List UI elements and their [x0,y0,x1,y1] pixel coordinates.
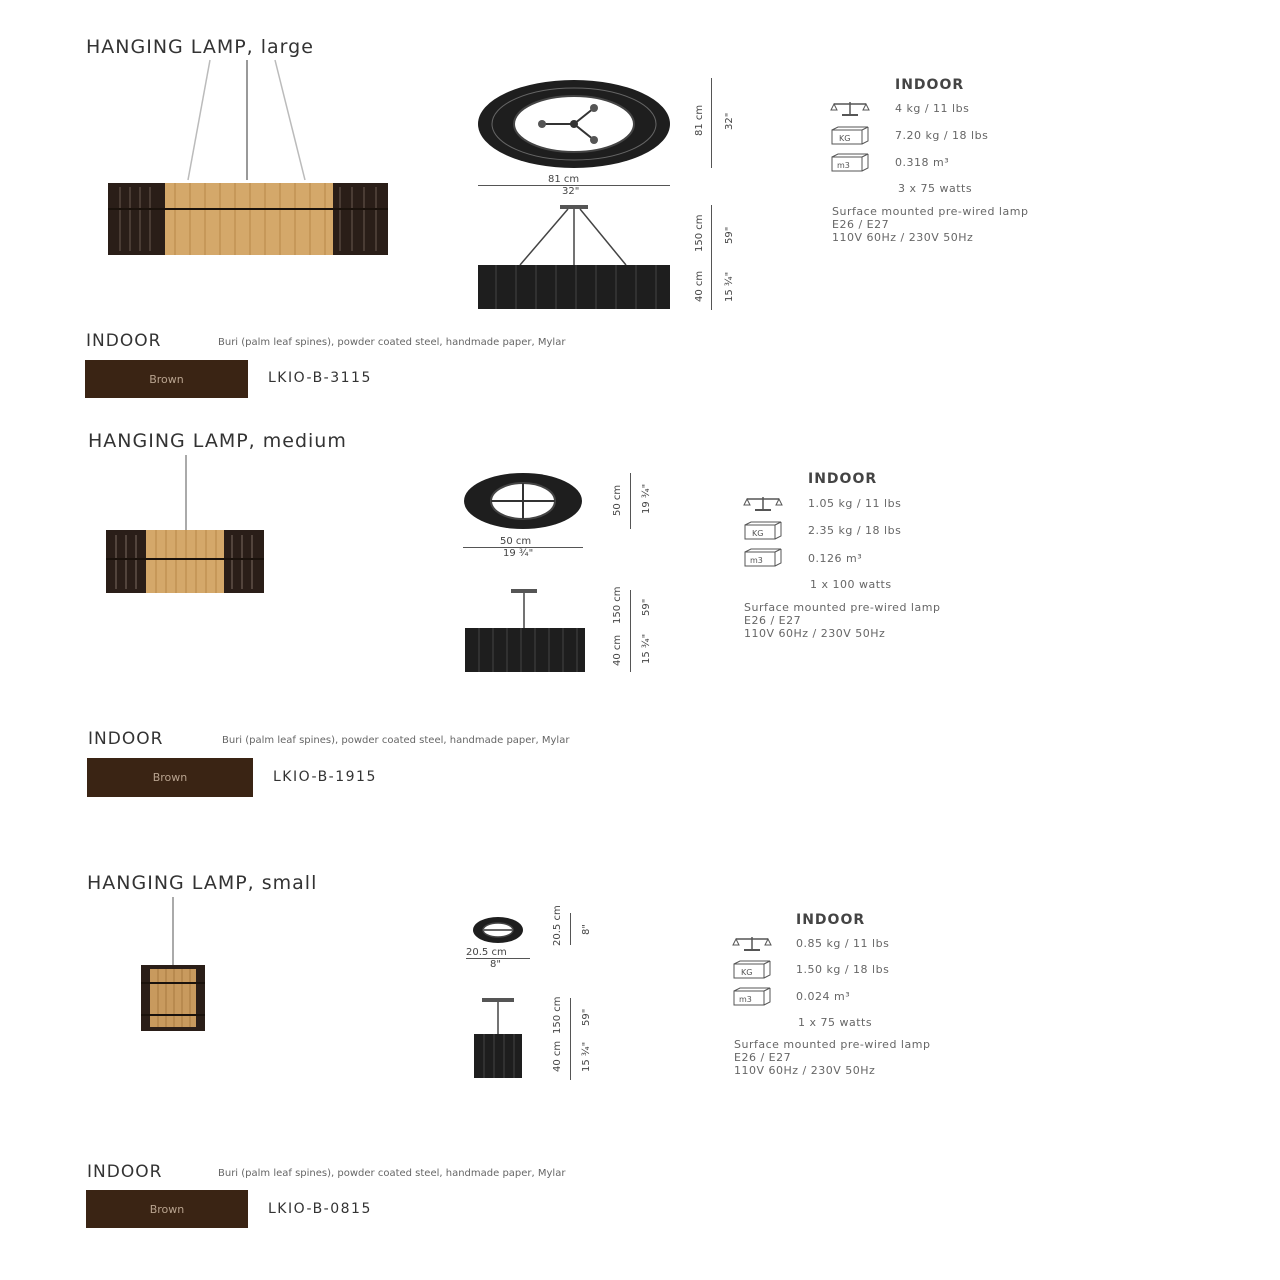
color-swatch-brown[interactable] [85,360,248,398]
diameter-cm: 81 cm [548,174,580,185]
product-sku: LKIO-B-0815 [268,1201,372,1217]
shade-cm: 40 cm [612,634,623,666]
diameter-in: 19 ¾" [503,548,534,559]
dim-line [630,590,631,672]
power: 1 x 100 watts [810,578,892,591]
spec-note-3: 110V 60Hz / 230V 50Hz [734,1064,876,1077]
dim-line [570,913,571,945]
product-sku: LKIO-B-3115 [268,370,372,386]
spec-note-1: Surface mounted pre-wired lamp [832,205,1029,218]
material-description: Buri (palm leaf spines), powder coated steel, handmade paper, Mylar [222,735,570,746]
shade-cm: 40 cm [552,1040,563,1072]
gross-weight: 1.50 kg / 18 lbs [796,963,890,976]
product-title-large: HANGING LAMP, large [86,36,314,58]
color-swatch-brown[interactable] [86,1190,248,1228]
volume: 0.126 m³ [808,552,863,565]
volume: 0.318 m³ [895,156,950,169]
m3-box-icon [830,153,870,173]
drop-cm: 150 cm [694,214,705,252]
shade-in: 15 ¾" [641,633,652,664]
dim-line [570,998,571,1080]
diameter-cm: 20.5 cm [466,947,507,958]
product-title-medium: HANGING LAMP, medium [88,430,347,452]
material-description: Buri (palm leaf spines), powder coated steel, handmade paper, Mylar [218,1168,566,1179]
top-view-drawing-large [476,78,676,170]
net-weight: 0.85 kg / 11 lbs [796,937,890,950]
dim-line [711,78,712,168]
side-view-drawing-medium [463,588,587,676]
drop-cm: 150 cm [552,996,563,1034]
shade-in: 15 ¾" [724,271,735,302]
scale-icon [732,935,772,953]
top-view-drawing-small [472,916,526,944]
color-label: Brown [149,372,184,386]
net-weight: 1.05 kg / 11 lbs [808,497,902,510]
spec-note-1: Surface mounted pre-wired lamp [734,1038,931,1051]
material-heading: INDOOR [88,729,164,749]
svg-text:m3: m3 [739,995,752,1004]
drop-in: 59" [724,226,735,244]
material-heading: INDOOR [87,1162,163,1182]
drop-in: 59" [641,598,652,616]
m3-box-icon [743,548,783,568]
color-label: Brown [152,771,188,784]
drop-cm: 150 cm [612,586,623,624]
height-in: 19 ¾" [641,483,652,514]
gross-weight: 2.35 kg / 18 lbs [808,524,902,537]
m3-box-icon [732,987,772,1007]
net-weight: 4 kg / 11 lbs [895,102,970,115]
shade-cm: 40 cm [694,270,705,302]
product-title-small: HANGING LAMP, small [87,872,318,894]
spec-note-1: Surface mounted pre-wired lamp [744,601,941,614]
diameter-in: 8" [490,959,501,970]
height-in: 32" [724,112,735,130]
height-in: 8" [581,924,592,935]
lamp-photo-medium [104,455,268,597]
material-heading: INDOOR [86,331,162,351]
svg-text:m3: m3 [750,556,763,565]
kg-box-icon [830,126,870,146]
spec-note-2: E26 / E27 [832,218,890,231]
spec-note-2: E26 / E27 [734,1051,792,1064]
height-cm: 81 cm [694,104,705,136]
power: 3 x 75 watts [898,182,973,195]
drop-in: 59" [581,1008,592,1026]
power: 1 x 75 watts [798,1016,873,1029]
color-swatch-brown[interactable] [87,758,253,797]
spec-heading: INDOOR [796,912,866,928]
side-view-drawing-large [476,203,672,311]
spec-note-2: E26 / E27 [744,614,802,627]
top-view-drawing-medium [463,472,585,530]
gross-weight: 7.20 kg / 18 lbs [895,129,989,142]
scale-icon [830,100,870,118]
diameter-cm: 50 cm [500,536,532,547]
height-cm: 50 cm [612,484,623,516]
color-label: Brown [149,1202,185,1216]
shade-in: 15 ¾" [581,1041,592,1072]
spec-heading: INDOOR [808,471,878,487]
svg-text:m3: m3 [837,161,850,170]
scale-icon [743,495,783,513]
lamp-photo-large [100,55,395,265]
spec-heading: INDOOR [895,77,965,93]
diameter-in: 32" [562,186,580,197]
height-cm: 20.5 cm [552,905,563,946]
svg-text:KG: KG [741,968,753,977]
material-description: Buri (palm leaf spines), powder coated steel, handmade paper, Mylar [218,337,566,348]
lamp-photo-small [138,897,208,1035]
kg-box-icon [732,960,772,980]
dim-line [711,205,712,310]
kg-box-icon [743,521,783,541]
volume: 0.024 m³ [796,990,851,1003]
side-view-drawing-small [470,996,526,1082]
svg-text:KG: KG [752,529,764,538]
spec-note-3: 110V 60Hz / 230V 50Hz [832,231,974,244]
product-sku: LKIO-B-1915 [273,769,377,785]
dim-line [630,473,631,529]
spec-note-3: 110V 60Hz / 230V 50Hz [744,627,886,640]
svg-text:KG: KG [839,134,851,143]
